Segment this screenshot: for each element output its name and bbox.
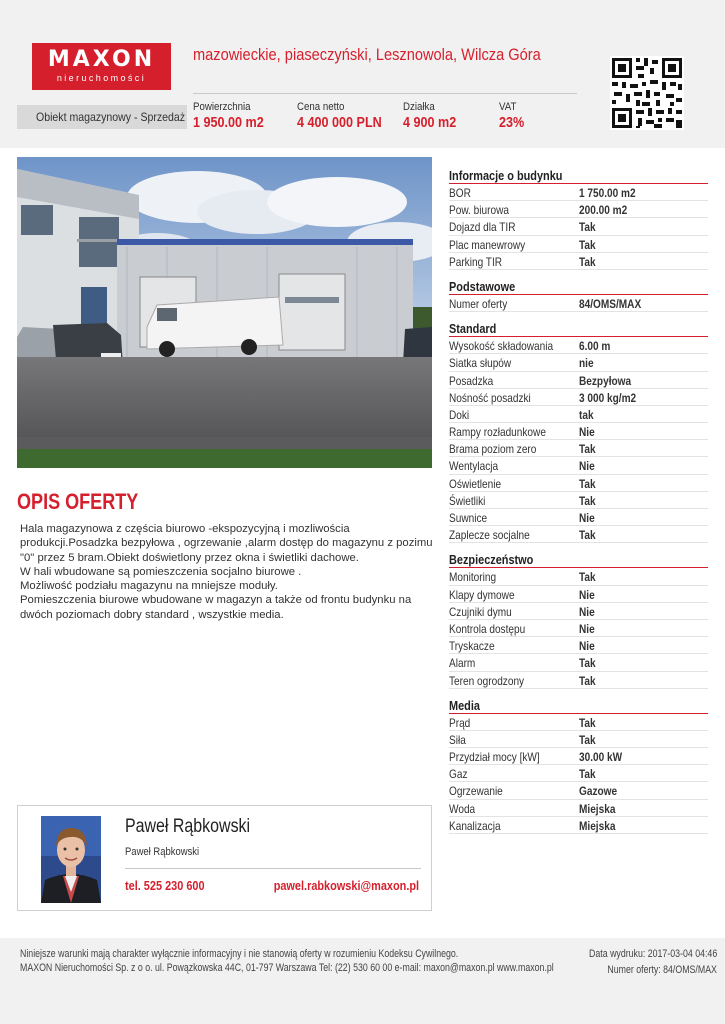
stat-price-value: 4 400 000 PLN (297, 114, 382, 131)
logo-subtitle: nieruchomości (56, 73, 147, 83)
footer (0, 938, 725, 1024)
offer-line: "0" przez 5 bram.Obiekt doświetlony przez okna i świetliki dachowe. (20, 551, 359, 564)
offer-title: OPIS OFERTY (17, 489, 139, 514)
detail-row: Posadzka Bezpyłowa (449, 372, 708, 389)
offer-line: Pomieszczenia biurowe wbudowane w magazyn a także od frontu budynku na (20, 594, 412, 607)
stat-area-value: 1 950.00 m2 (193, 114, 264, 131)
detail-row: Pow. biurowa 200.00 m2 (449, 201, 708, 218)
detail-row: Teren ogrodzony Tak (449, 672, 708, 689)
agent-avatar (41, 816, 101, 903)
detail-row: Dojazd dla TIR Tak (449, 218, 708, 235)
offer-line: Hala magazynowa z częścia biurowo -ekspozycyjną i mozliwościa (20, 523, 350, 535)
detail-row: Tryskacze Nie (449, 637, 708, 654)
stat-price (297, 101, 398, 131)
detail-row: Doki tak (449, 406, 708, 423)
detail-row: Rampy rozładunkowe Nie (449, 423, 708, 440)
header-band (0, 0, 725, 148)
property-address: mazowieckie, piaseczyński, Lesznowola, Wilcza Góra (193, 45, 541, 64)
detail-row: Woda Miejska (449, 800, 708, 817)
property-photo[interactable] (17, 157, 432, 468)
detail-row: Ogrzewanie Gazowe (449, 782, 708, 799)
stat-vat (499, 101, 529, 131)
detail-row: Wentylacja Nie (449, 457, 708, 474)
offer-line: dwóch poziomach dobry standard , wszystkie media. (20, 608, 284, 621)
logo-brand: MAXON (47, 47, 156, 72)
detail-row: Brama poziom zero Tak (449, 440, 708, 457)
section-title-security: Bezpieczeństwo (449, 551, 708, 568)
detail-row: Zaplecze socjalne Tak (449, 526, 708, 543)
detail-row: Prąd Tak (449, 714, 708, 731)
offer-description (20, 522, 432, 622)
detail-row: Gaz Tak (449, 765, 708, 782)
stat-plot-label: Działka (403, 101, 435, 113)
detail-row: Przydział mocy [kW] 30.00 kW (449, 748, 708, 765)
agent-phone-link[interactable]: tel. 525 230 600 (125, 878, 205, 893)
agent-divider (125, 868, 421, 869)
footer-offer-number: Numer oferty: 84/OMS/MAX (607, 964, 717, 976)
footer-disclaimer: Niniejsze warunki mają charakter wyłącznie informacyjny i nie stanowią oferty w rozumieniu Kodeksu Cywilnego. (20, 948, 459, 960)
agent-email-link[interactable]: pawel.rabkowski@maxon.pl (273, 878, 419, 893)
footer-company-info: MAXON Nieruchomości Sp. z o o. ul. Powązkowska 44C, 01-797 Warszawa Tel: (22) 530 60 00 e-mail: maxon@maxon.pl www.maxon.pl (20, 962, 554, 974)
detail-row: Alarm Tak (449, 654, 708, 671)
detail-row: Kontrola dostępu Nie (449, 620, 708, 637)
section-title-building-info: Informacje o budynku (449, 167, 708, 184)
detail-row: Numer oferty 84/OMS/MAX (449, 295, 708, 312)
stat-area-label: Powierzchnia (193, 101, 251, 113)
qr-code-icon[interactable] (610, 56, 684, 130)
detail-row: BOR 1 750.00 m2 (449, 184, 708, 201)
detail-row: Świetliki Tak (449, 492, 708, 509)
offer-line: Możliwość podziału magazynu na mniejsze moduły. (20, 580, 278, 593)
detail-row: Suwnice Nie (449, 509, 708, 526)
detail-row: Siła Tak (449, 731, 708, 748)
section-title-media: Media (449, 697, 708, 714)
stat-plot-value: 4 900 m2 (403, 114, 457, 131)
offer-line: W hali wbudowane są pomieszczenia socjalno biurowe . (20, 565, 302, 578)
detail-row: Parking TIR Tak (449, 253, 708, 270)
print-date: Data wydruku: 2017-03-04 04:46 (588, 948, 717, 960)
detail-row: Plac manewrowy Tak (449, 236, 708, 253)
agent-subtitle: Paweł Rąbkowski (125, 846, 200, 858)
stat-vat-value: 23% (499, 114, 525, 131)
address-divider (193, 93, 577, 94)
stat-plot (403, 101, 466, 131)
maxon-logo[interactable] (32, 43, 171, 90)
offer-line: produkcji.Posadzka bezpyłowa , ogrzewanie ,alarm dostęp do magazynu z pozimu (20, 537, 433, 550)
stat-area (193, 101, 277, 131)
detail-row: Oświetlenie Tak (449, 475, 708, 492)
stat-vat-label: VAT (499, 101, 517, 113)
detail-row: Czujniki dymu Nie (449, 603, 708, 620)
detail-row: Monitoring Tak (449, 568, 708, 585)
section-title-standard: Standard (449, 320, 708, 337)
section-title-basic: Podstawowe (449, 278, 708, 295)
agent-name: Paweł Rąbkowski (125, 816, 251, 837)
stat-price-label: Cena netto (297, 101, 345, 113)
property-type-badge (17, 105, 187, 129)
agent-card (17, 805, 432, 911)
detail-row: Siatka słupów nie (449, 354, 708, 371)
detail-row: Wysokość składowania 6.00 m (449, 337, 708, 354)
detail-row: Klapy dymowe Nie (449, 586, 708, 603)
detail-row: Kanalizacja Miejska (449, 817, 708, 834)
property-details (449, 167, 708, 834)
property-type-label: Obiekt magazynowy - Sprzedaż (36, 110, 186, 124)
detail-row: Nośność posadzki 3 000 kg/m2 (449, 389, 708, 406)
